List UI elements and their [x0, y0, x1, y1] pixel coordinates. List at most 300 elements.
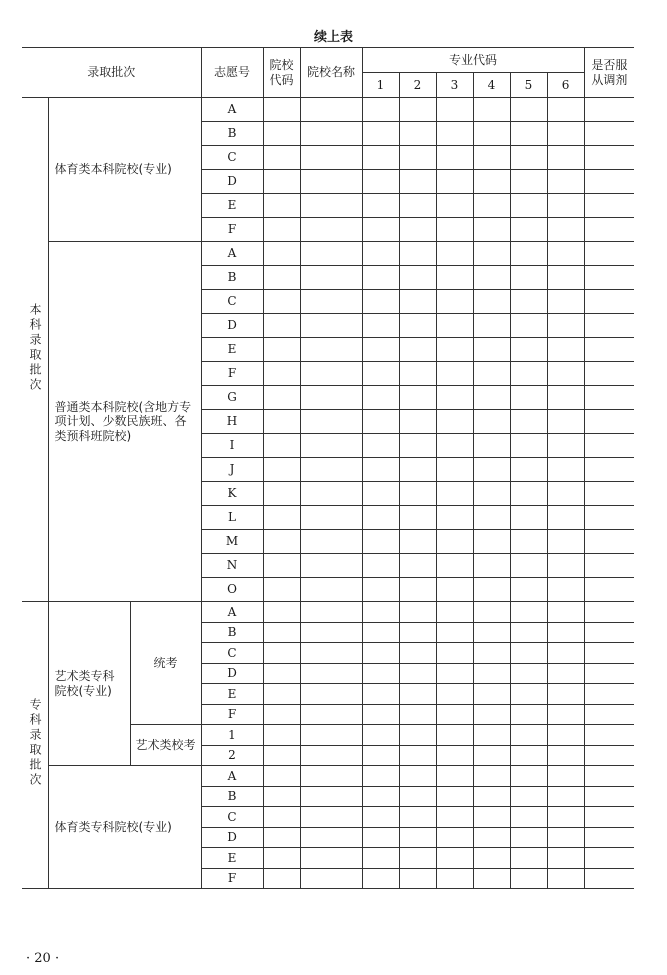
entry-cell[interactable] [473, 266, 510, 290]
entry-cell[interactable] [362, 807, 399, 828]
entry-cell[interactable] [547, 314, 584, 338]
entry-cell[interactable] [473, 622, 510, 643]
entry-cell[interactable] [300, 458, 362, 482]
entry-cell[interactable] [362, 218, 399, 242]
entry-cell[interactable] [300, 807, 362, 828]
entry-cell[interactable] [510, 314, 547, 338]
entry-cell[interactable] [399, 314, 436, 338]
entry-cell[interactable] [473, 98, 510, 122]
entry-cell[interactable] [510, 807, 547, 828]
entry-cell[interactable] [473, 663, 510, 684]
entry-cell[interactable] [362, 827, 399, 848]
entry-cell[interactable] [362, 554, 399, 578]
entry-cell[interactable] [399, 643, 436, 664]
entry-cell[interactable] [510, 242, 547, 266]
entry-cell[interactable] [300, 290, 362, 314]
entry-cell[interactable] [300, 786, 362, 807]
entry-cell[interactable] [436, 290, 473, 314]
entry-cell[interactable] [510, 530, 547, 554]
entry-cell[interactable] [473, 704, 510, 725]
entry-cell[interactable] [362, 386, 399, 410]
entry-cell[interactable] [584, 314, 634, 338]
entry-cell[interactable] [300, 338, 362, 362]
entry-cell[interactable] [300, 643, 362, 664]
entry-cell[interactable] [584, 725, 634, 746]
entry-cell[interactable] [399, 868, 436, 889]
entry-cell[interactable] [547, 266, 584, 290]
entry-cell[interactable] [399, 98, 436, 122]
entry-cell[interactable] [473, 848, 510, 869]
entry-cell[interactable] [436, 482, 473, 506]
entry-cell[interactable] [436, 410, 473, 434]
entry-cell[interactable] [300, 266, 362, 290]
entry-cell[interactable] [584, 663, 634, 684]
entry-cell[interactable] [300, 622, 362, 643]
entry-cell[interactable] [263, 554, 300, 578]
entry-cell[interactable] [473, 602, 510, 623]
entry-cell[interactable] [436, 194, 473, 218]
entry-cell[interactable] [436, 338, 473, 362]
entry-cell[interactable] [547, 242, 584, 266]
entry-cell[interactable] [300, 554, 362, 578]
entry-cell[interactable] [263, 766, 300, 787]
entry-cell[interactable] [473, 194, 510, 218]
entry-cell[interactable] [263, 827, 300, 848]
entry-cell[interactable] [300, 146, 362, 170]
entry-cell[interactable] [263, 170, 300, 194]
entry-cell[interactable] [362, 194, 399, 218]
entry-cell[interactable] [510, 704, 547, 725]
entry-cell[interactable] [473, 530, 510, 554]
entry-cell[interactable] [263, 602, 300, 623]
entry-cell[interactable] [510, 766, 547, 787]
entry-cell[interactable] [362, 848, 399, 869]
entry-cell[interactable] [584, 622, 634, 643]
entry-cell[interactable] [300, 530, 362, 554]
entry-cell[interactable] [436, 530, 473, 554]
entry-cell[interactable] [300, 410, 362, 434]
entry-cell[interactable] [547, 602, 584, 623]
entry-cell[interactable] [510, 554, 547, 578]
entry-cell[interactable] [510, 643, 547, 664]
entry-cell[interactable] [547, 868, 584, 889]
entry-cell[interactable] [300, 745, 362, 766]
entry-cell[interactable] [547, 530, 584, 554]
entry-cell[interactable] [547, 362, 584, 386]
entry-cell[interactable] [399, 170, 436, 194]
entry-cell[interactable] [263, 506, 300, 530]
entry-cell[interactable] [547, 146, 584, 170]
entry-cell[interactable] [300, 766, 362, 787]
entry-cell[interactable] [547, 684, 584, 705]
entry-cell[interactable] [547, 458, 584, 482]
entry-cell[interactable] [473, 807, 510, 828]
entry-cell[interactable] [399, 242, 436, 266]
entry-cell[interactable] [547, 766, 584, 787]
entry-cell[interactable] [473, 170, 510, 194]
entry-cell[interactable] [473, 554, 510, 578]
entry-cell[interactable] [300, 663, 362, 684]
entry-cell[interactable] [473, 314, 510, 338]
entry-cell[interactable] [399, 290, 436, 314]
entry-cell[interactable] [300, 848, 362, 869]
entry-cell[interactable] [399, 506, 436, 530]
entry-cell[interactable] [436, 122, 473, 146]
entry-cell[interactable] [510, 663, 547, 684]
entry-cell[interactable] [263, 745, 300, 766]
entry-cell[interactable] [473, 506, 510, 530]
entry-cell[interactable] [547, 98, 584, 122]
entry-cell[interactable] [547, 704, 584, 725]
entry-cell[interactable] [584, 122, 634, 146]
entry-cell[interactable] [584, 530, 634, 554]
entry-cell[interactable] [436, 684, 473, 705]
entry-cell[interactable] [473, 643, 510, 664]
entry-cell[interactable] [436, 848, 473, 869]
entry-cell[interactable] [510, 218, 547, 242]
entry-cell[interactable] [473, 338, 510, 362]
entry-cell[interactable] [436, 314, 473, 338]
entry-cell[interactable] [300, 170, 362, 194]
entry-cell[interactable] [584, 386, 634, 410]
entry-cell[interactable] [263, 530, 300, 554]
entry-cell[interactable] [473, 578, 510, 602]
entry-cell[interactable] [362, 506, 399, 530]
entry-cell[interactable] [263, 848, 300, 869]
entry-cell[interactable] [399, 745, 436, 766]
entry-cell[interactable] [473, 410, 510, 434]
entry-cell[interactable] [436, 266, 473, 290]
entry-cell[interactable] [436, 98, 473, 122]
entry-cell[interactable] [510, 602, 547, 623]
entry-cell[interactable] [547, 338, 584, 362]
entry-cell[interactable] [300, 194, 362, 218]
entry-cell[interactable] [300, 602, 362, 623]
entry-cell[interactable] [362, 766, 399, 787]
entry-cell[interactable] [584, 242, 634, 266]
entry-cell[interactable] [362, 530, 399, 554]
entry-cell[interactable] [547, 786, 584, 807]
entry-cell[interactable] [399, 554, 436, 578]
entry-cell[interactable] [584, 146, 634, 170]
entry-cell[interactable] [436, 766, 473, 787]
entry-cell[interactable] [399, 704, 436, 725]
entry-cell[interactable] [473, 766, 510, 787]
entry-cell[interactable] [473, 242, 510, 266]
entry-cell[interactable] [399, 622, 436, 643]
entry-cell[interactable] [300, 242, 362, 266]
entry-cell[interactable] [362, 786, 399, 807]
entry-cell[interactable] [473, 122, 510, 146]
entry-cell[interactable] [300, 434, 362, 458]
entry-cell[interactable] [584, 362, 634, 386]
entry-cell[interactable] [473, 290, 510, 314]
entry-cell[interactable] [399, 218, 436, 242]
entry-cell[interactable] [510, 622, 547, 643]
entry-cell[interactable] [263, 218, 300, 242]
entry-cell[interactable] [473, 827, 510, 848]
entry-cell[interactable] [436, 622, 473, 643]
entry-cell[interactable] [263, 684, 300, 705]
entry-cell[interactable] [399, 266, 436, 290]
entry-cell[interactable] [362, 434, 399, 458]
entry-cell[interactable] [473, 745, 510, 766]
entry-cell[interactable] [547, 663, 584, 684]
entry-cell[interactable] [473, 868, 510, 889]
entry-cell[interactable] [436, 170, 473, 194]
entry-cell[interactable] [263, 704, 300, 725]
entry-cell[interactable] [436, 386, 473, 410]
entry-cell[interactable] [547, 554, 584, 578]
entry-cell[interactable] [300, 386, 362, 410]
entry-cell[interactable] [399, 434, 436, 458]
entry-cell[interactable] [300, 482, 362, 506]
entry-cell[interactable] [473, 386, 510, 410]
entry-cell[interactable] [510, 170, 547, 194]
entry-cell[interactable] [510, 684, 547, 705]
entry-cell[interactable] [510, 725, 547, 746]
entry-cell[interactable] [263, 98, 300, 122]
entry-cell[interactable] [263, 146, 300, 170]
entry-cell[interactable] [473, 434, 510, 458]
entry-cell[interactable] [547, 290, 584, 314]
entry-cell[interactable] [399, 410, 436, 434]
entry-cell[interactable] [263, 290, 300, 314]
entry-cell[interactable] [436, 643, 473, 664]
entry-cell[interactable] [300, 725, 362, 746]
entry-cell[interactable] [547, 827, 584, 848]
entry-cell[interactable] [547, 170, 584, 194]
entry-cell[interactable] [300, 506, 362, 530]
entry-cell[interactable] [436, 362, 473, 386]
entry-cell[interactable] [263, 266, 300, 290]
entry-cell[interactable] [300, 122, 362, 146]
entry-cell[interactable] [362, 338, 399, 362]
entry-cell[interactable] [263, 434, 300, 458]
entry-cell[interactable] [473, 218, 510, 242]
entry-cell[interactable] [584, 170, 634, 194]
entry-cell[interactable] [399, 386, 436, 410]
entry-cell[interactable] [510, 506, 547, 530]
entry-cell[interactable] [300, 578, 362, 602]
entry-cell[interactable] [510, 578, 547, 602]
entry-cell[interactable] [362, 725, 399, 746]
entry-cell[interactable] [547, 807, 584, 828]
entry-cell[interactable] [362, 290, 399, 314]
entry-cell[interactable] [473, 458, 510, 482]
entry-cell[interactable] [300, 362, 362, 386]
entry-cell[interactable] [473, 482, 510, 506]
entry-cell[interactable] [584, 848, 634, 869]
entry-cell[interactable] [584, 434, 634, 458]
entry-cell[interactable] [263, 242, 300, 266]
entry-cell[interactable] [584, 194, 634, 218]
entry-cell[interactable] [263, 194, 300, 218]
entry-cell[interactable] [263, 122, 300, 146]
entry-cell[interactable] [547, 745, 584, 766]
entry-cell[interactable] [300, 827, 362, 848]
entry-cell[interactable] [584, 827, 634, 848]
entry-cell[interactable] [399, 602, 436, 623]
entry-cell[interactable] [399, 578, 436, 602]
entry-cell[interactable] [547, 434, 584, 458]
entry-cell[interactable] [510, 786, 547, 807]
entry-cell[interactable] [436, 807, 473, 828]
entry-cell[interactable] [399, 122, 436, 146]
entry-cell[interactable] [584, 410, 634, 434]
entry-cell[interactable] [362, 745, 399, 766]
entry-cell[interactable] [362, 622, 399, 643]
entry-cell[interactable] [436, 602, 473, 623]
entry-cell[interactable] [436, 725, 473, 746]
entry-cell[interactable] [399, 362, 436, 386]
entry-cell[interactable] [584, 338, 634, 362]
entry-cell[interactable] [436, 786, 473, 807]
entry-cell[interactable] [510, 458, 547, 482]
entry-cell[interactable] [263, 482, 300, 506]
entry-cell[interactable] [399, 684, 436, 705]
entry-cell[interactable] [436, 146, 473, 170]
entry-cell[interactable] [584, 554, 634, 578]
entry-cell[interactable] [436, 663, 473, 684]
entry-cell[interactable] [399, 194, 436, 218]
entry-cell[interactable] [263, 314, 300, 338]
entry-cell[interactable] [399, 766, 436, 787]
entry-cell[interactable] [584, 482, 634, 506]
entry-cell[interactable] [510, 745, 547, 766]
entry-cell[interactable] [584, 868, 634, 889]
entry-cell[interactable] [263, 578, 300, 602]
entry-cell[interactable] [263, 868, 300, 889]
entry-cell[interactable] [510, 98, 547, 122]
entry-cell[interactable] [436, 704, 473, 725]
entry-cell[interactable] [510, 434, 547, 458]
entry-cell[interactable] [436, 242, 473, 266]
entry-cell[interactable] [399, 146, 436, 170]
entry-cell[interactable] [473, 362, 510, 386]
entry-cell[interactable] [584, 766, 634, 787]
entry-cell[interactable] [436, 218, 473, 242]
entry-cell[interactable] [510, 848, 547, 869]
entry-cell[interactable] [510, 386, 547, 410]
entry-cell[interactable] [300, 868, 362, 889]
entry-cell[interactable] [263, 725, 300, 746]
entry-cell[interactable] [362, 98, 399, 122]
entry-cell[interactable] [399, 458, 436, 482]
entry-cell[interactable] [362, 458, 399, 482]
entry-cell[interactable] [547, 218, 584, 242]
entry-cell[interactable] [362, 684, 399, 705]
entry-cell[interactable] [362, 122, 399, 146]
entry-cell[interactable] [362, 868, 399, 889]
entry-cell[interactable] [399, 663, 436, 684]
entry-cell[interactable] [473, 786, 510, 807]
entry-cell[interactable] [263, 458, 300, 482]
entry-cell[interactable] [436, 506, 473, 530]
entry-cell[interactable] [584, 786, 634, 807]
entry-cell[interactable] [362, 242, 399, 266]
entry-cell[interactable] [510, 146, 547, 170]
entry-cell[interactable] [436, 868, 473, 889]
entry-cell[interactable] [547, 506, 584, 530]
entry-cell[interactable] [584, 745, 634, 766]
entry-cell[interactable] [362, 482, 399, 506]
entry-cell[interactable] [584, 602, 634, 623]
entry-cell[interactable] [263, 643, 300, 664]
entry-cell[interactable] [263, 338, 300, 362]
entry-cell[interactable] [362, 578, 399, 602]
entry-cell[interactable] [362, 643, 399, 664]
entry-cell[interactable] [300, 314, 362, 338]
entry-cell[interactable] [510, 266, 547, 290]
entry-cell[interactable] [547, 122, 584, 146]
entry-cell[interactable] [362, 410, 399, 434]
entry-cell[interactable] [436, 554, 473, 578]
entry-cell[interactable] [300, 98, 362, 122]
entry-cell[interactable] [584, 290, 634, 314]
entry-cell[interactable] [510, 122, 547, 146]
entry-cell[interactable] [510, 868, 547, 889]
entry-cell[interactable] [547, 194, 584, 218]
entry-cell[interactable] [547, 643, 584, 664]
entry-cell[interactable] [510, 482, 547, 506]
entry-cell[interactable] [362, 602, 399, 623]
entry-cell[interactable] [399, 338, 436, 362]
entry-cell[interactable] [547, 482, 584, 506]
entry-cell[interactable] [584, 684, 634, 705]
entry-cell[interactable] [263, 410, 300, 434]
entry-cell[interactable] [399, 725, 436, 746]
entry-cell[interactable] [584, 98, 634, 122]
entry-cell[interactable] [362, 146, 399, 170]
entry-cell[interactable] [510, 827, 547, 848]
entry-cell[interactable] [510, 410, 547, 434]
entry-cell[interactable] [436, 434, 473, 458]
entry-cell[interactable] [510, 362, 547, 386]
entry-cell[interactable] [399, 848, 436, 869]
entry-cell[interactable] [436, 458, 473, 482]
entry-cell[interactable] [436, 745, 473, 766]
entry-cell[interactable] [510, 290, 547, 314]
entry-cell[interactable] [510, 338, 547, 362]
entry-cell[interactable] [584, 578, 634, 602]
entry-cell[interactable] [263, 622, 300, 643]
entry-cell[interactable] [300, 684, 362, 705]
entry-cell[interactable] [399, 786, 436, 807]
entry-cell[interactable] [473, 146, 510, 170]
entry-cell[interactable] [263, 362, 300, 386]
entry-cell[interactable] [547, 848, 584, 869]
entry-cell[interactable] [399, 827, 436, 848]
entry-cell[interactable] [362, 704, 399, 725]
entry-cell[interactable] [436, 578, 473, 602]
entry-cell[interactable] [399, 482, 436, 506]
entry-cell[interactable] [584, 704, 634, 725]
entry-cell[interactable] [473, 684, 510, 705]
entry-cell[interactable] [473, 725, 510, 746]
entry-cell[interactable] [263, 663, 300, 684]
entry-cell[interactable] [362, 170, 399, 194]
entry-cell[interactable] [300, 218, 362, 242]
entry-cell[interactable] [263, 807, 300, 828]
entry-cell[interactable] [547, 725, 584, 746]
entry-cell[interactable] [362, 314, 399, 338]
entry-cell[interactable] [584, 218, 634, 242]
entry-cell[interactable] [547, 386, 584, 410]
entry-cell[interactable] [584, 807, 634, 828]
entry-cell[interactable] [547, 622, 584, 643]
entry-cell[interactable] [399, 530, 436, 554]
